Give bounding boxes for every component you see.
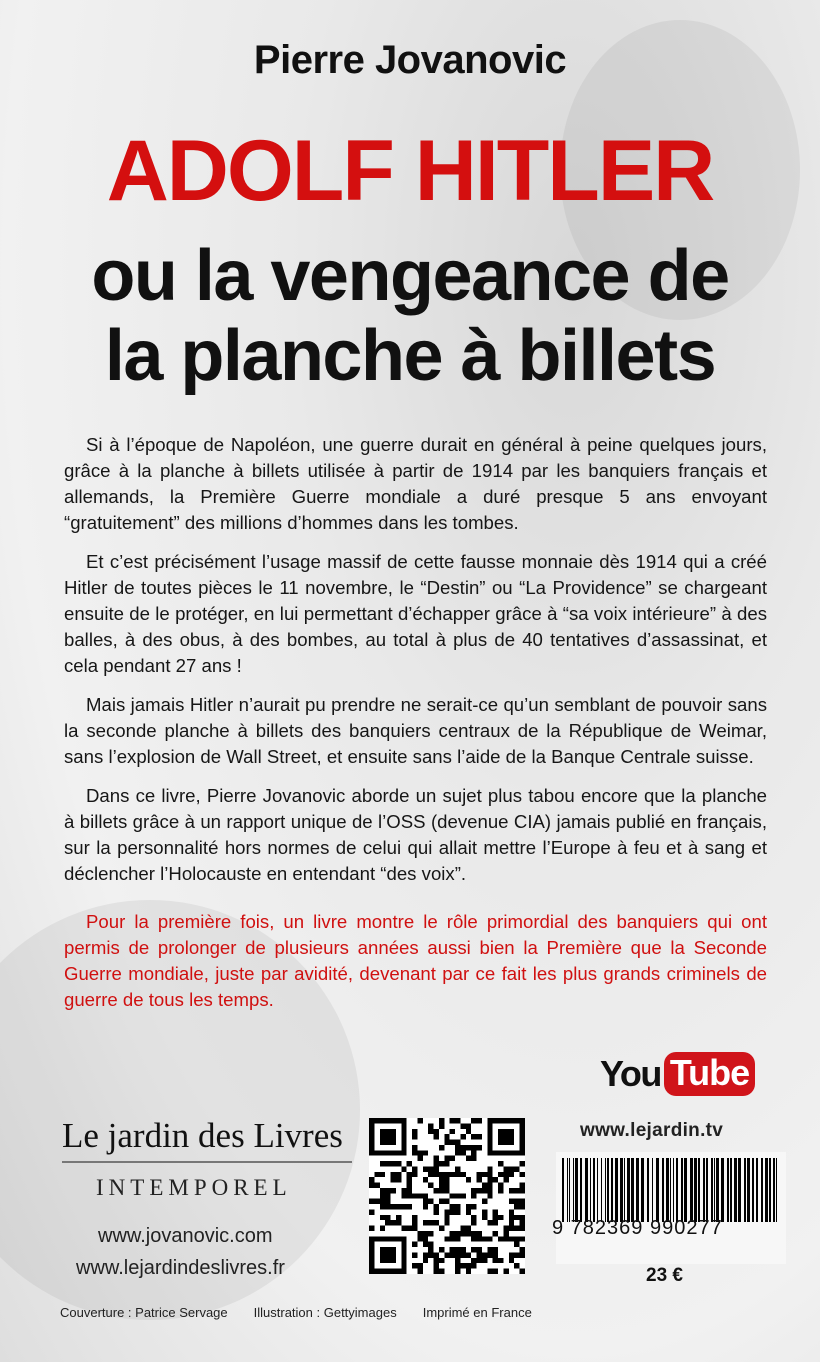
credits-line: [60, 1305, 532, 1320]
youtube-logo[interactable]: [600, 1052, 755, 1096]
book-price: 23 €: [646, 1265, 683, 1286]
blurb: [64, 432, 767, 1026]
printed-in: Imprimé en France: [422, 1305, 532, 1320]
blurb-paragraph: Si à l’époque de Napoléon, une guerre durait en général à peine quelques jours, grâce à la planche à billets utilisée à partir de 1914 par les banquiers français et allemands, la Première Guerre mondiale a duré presque 5 ans envoyant “gratuitement” des millions d’hommes dans les tombes.: [64, 434, 767, 533]
cover-credit: Couverture : Patrice Servage: [60, 1305, 228, 1320]
publisher-website-link[interactable]: www.lejardindeslivres.fr: [76, 1257, 285, 1279]
youtube-logo-you: You: [600, 1053, 661, 1094]
isbn-number: 9 782369 990277: [552, 1217, 723, 1239]
book-title: ADOLF HITLER: [106, 123, 714, 219]
barcode-icon: [556, 1158, 786, 1222]
blurb-highlight: Pour la première fois, un livre montre le rôle primordial des banquiers qui ont permis de prolonger de plusieurs années aussi bien la Première que la Seconde Guerre mondiale, juste par avidité, devenant par ce fait les plus grands criminels de guerre de tous les temps.: [64, 911, 767, 1010]
blurb-paragraph: Mais jamais Hitler n’aurait pu prendre ne serait-ce qu’un semblant de pouvoir sans la seconde planche à billets des banquiers centraux de la République de Weimar, sans l’explosion de Wall Street, et ensuite sans l’aide de la Banque Centrale suisse.: [64, 694, 767, 767]
qr-code-icon[interactable]: [369, 1118, 525, 1274]
author-name: Pierre Jovanovic: [253, 38, 567, 82]
video-site-link[interactable]: www.lejardin.tv: [580, 1120, 724, 1141]
publisher-imprint: INTEMPOREL: [96, 1175, 292, 1200]
blurb-paragraph: Et c’est précisément l’usage massif de cette fausse monnaie dès 1914 qui a créé Hitler de toutes pièces le 11 novembre, le “Destin” ou “La Providence” se chargeant ensuite de le protéger, en lui permettant d’échapper grâce à “sa voix intérieure” à des balles, à des obus, à des bombes, au total à plus de 40 tentatives d’assassinat, et cela pendant 27 ans !: [64, 551, 767, 676]
publisher-divider: [62, 1161, 352, 1163]
publisher-name: Le jardin des Livres: [62, 1116, 343, 1155]
subtitle-line: la planche à billets: [104, 316, 716, 396]
subtitle-line: ou la vengeance de: [91, 236, 729, 316]
blurb-paragraph: Dans ce livre, Pierre Jovanovic aborde un sujet plus tabou encore que la planche à billets grâce à un rapport unique de l’OSS (devenue CIA) jamais publié en français, sur la personnalité hors normes de celui qui allait mettre l’Europe à feu et à sang et déclencher l’Holocauste en entendant “des voix”.: [64, 785, 767, 884]
youtube-logo-tube: Tube: [664, 1052, 755, 1096]
barcode-area: [556, 1152, 786, 1264]
illustration-credit: Illustration : Gettyimages: [253, 1305, 397, 1320]
author-website-link[interactable]: www.jovanovic.com: [98, 1225, 273, 1247]
book-subtitle: [0, 236, 820, 396]
